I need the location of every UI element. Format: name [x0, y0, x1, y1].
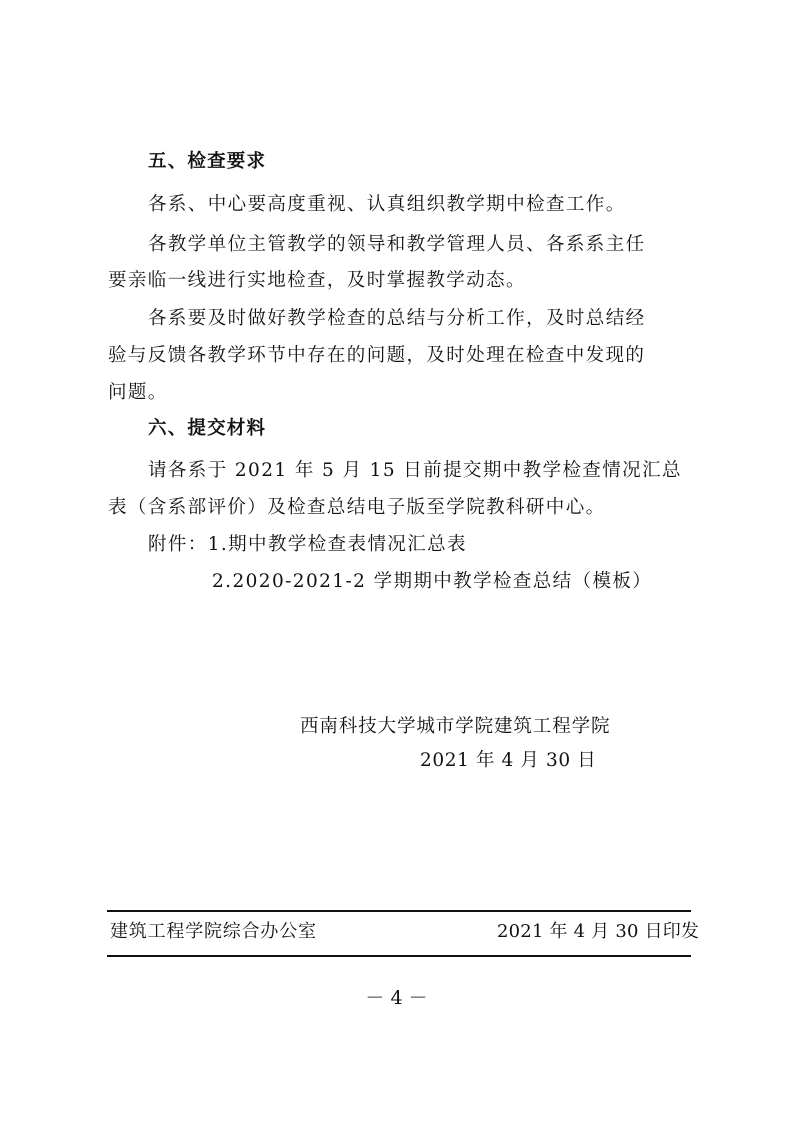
signature-organization: 西南科技大学城市学院建筑工程学院 — [300, 716, 611, 737]
section6-paragraph1-line1: 请各系于 2021 年 5 月 15 日前提交期中教学检查情况汇总 — [148, 460, 682, 481]
section6-heading: 六、提交材料 — [148, 418, 267, 439]
attachment-line1: 附件：1.期中教学检查表情况汇总表 — [148, 534, 467, 555]
attachment-line2: 2.2020-2021-2 学期期中教学检查总结（模板） — [212, 571, 653, 592]
signature-date: 2021 年 4 月 30 日 — [420, 750, 597, 771]
footer-office: 建筑工程学院综合办公室 — [110, 921, 317, 942]
section5-paragraph2-line1: 各教学单位主管教学的领导和教学管理人员、各系系主任 — [148, 234, 646, 255]
page-number: － 4 － — [365, 987, 428, 1009]
section5-paragraph3-line3: 问题。 — [108, 382, 168, 403]
section6-paragraph1-line2: 表（含系部评价）及检查总结电子版至学院教科研中心。 — [108, 497, 606, 518]
section5-heading: 五、检查要求 — [148, 151, 267, 172]
section5-paragraph3-line2: 验与反馈各教学环节中存在的问题，及时处理在检查中发现的 — [108, 345, 646, 366]
footer-issue-date: 2021 年 4 月 30 日印发 — [497, 921, 700, 942]
footer-bottom-rule — [107, 955, 691, 957]
section5-paragraph3-line1: 各系要及时做好教学检查的总结与分析工作，及时总结经 — [148, 308, 646, 329]
footer-top-rule — [107, 910, 691, 912]
section5-paragraph1: 各系、中心要高度重视、认真组织教学期中检查工作。 — [148, 194, 626, 215]
section5-paragraph2-line2: 要亲临一线进行实地检查，及时掌握教学动态。 — [108, 270, 526, 291]
